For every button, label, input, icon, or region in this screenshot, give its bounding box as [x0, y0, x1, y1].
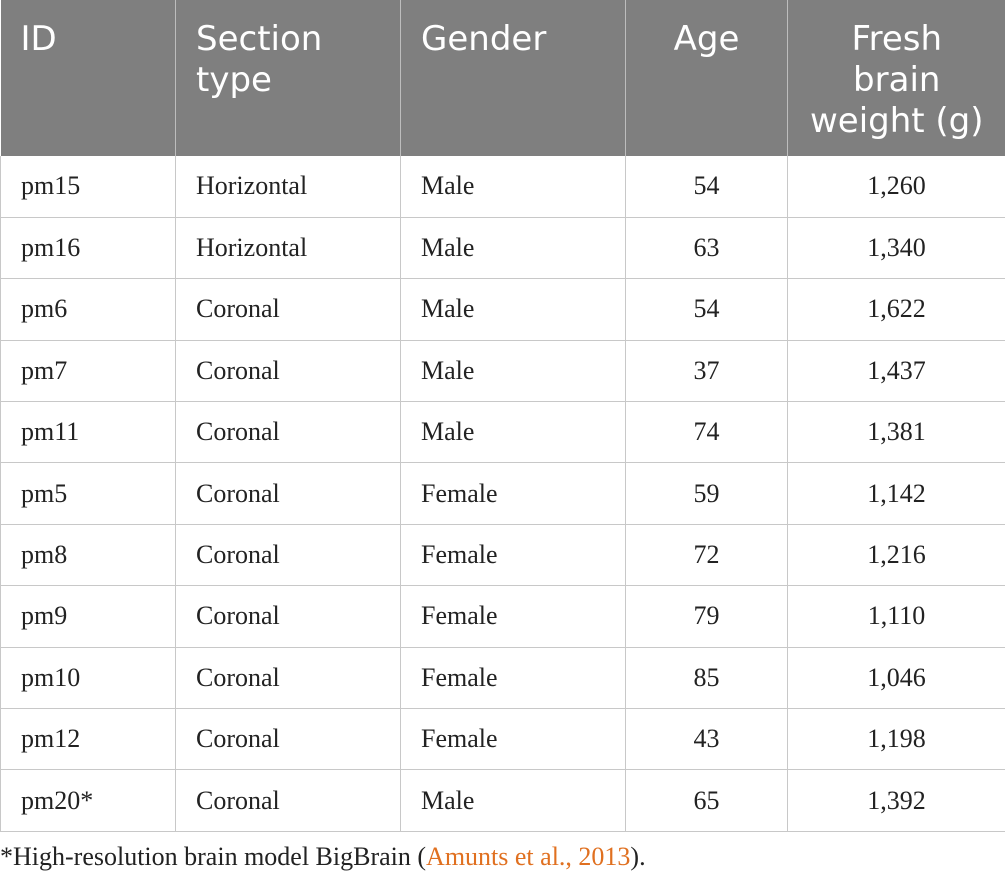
cell-id: pm8: [1, 524, 176, 585]
cell-gender: Female: [401, 709, 626, 770]
cell-section-type: Coronal: [176, 463, 401, 524]
cell-weight: 1,046: [788, 647, 1005, 708]
cell-id: pm20*: [1, 770, 176, 831]
cell-weight: 1,437: [788, 340, 1005, 401]
cell-gender: Male: [401, 279, 626, 340]
cell-age: 37: [626, 340, 788, 401]
cell-gender: Female: [401, 524, 626, 585]
cell-section-type: Coronal: [176, 402, 401, 463]
cell-weight: 1,622: [788, 279, 1005, 340]
header-gender: Gender: [401, 0, 626, 156]
cell-weight: 1,381: [788, 402, 1005, 463]
cell-id: pm15: [1, 156, 176, 217]
cell-section-type: Coronal: [176, 586, 401, 647]
cell-id: pm5: [1, 463, 176, 524]
table-row: [1, 156, 1005, 217]
cell-age: 54: [626, 279, 788, 340]
cell-weight: 1,198: [788, 709, 1005, 770]
cell-section-type: Coronal: [176, 709, 401, 770]
cell-gender: Male: [401, 156, 626, 217]
cell-gender: Female: [401, 647, 626, 708]
cell-weight: 1,142: [788, 463, 1005, 524]
cell-id: pm9: [1, 586, 176, 647]
table-body: [1, 156, 1005, 831]
cell-age: 72: [626, 524, 788, 585]
cell-age: 43: [626, 709, 788, 770]
table-row: [1, 709, 1005, 770]
table-footnote: [0, 842, 646, 872]
cell-weight: 1,110: [788, 586, 1005, 647]
header-section-type: Section type: [176, 0, 401, 156]
footnote-text: *High-resolution brain model BigBrain (: [0, 842, 427, 871]
cell-age: 63: [626, 217, 788, 278]
cell-age: 54: [626, 156, 788, 217]
cell-section-type: Coronal: [176, 279, 401, 340]
cell-gender: Male: [401, 402, 626, 463]
footnote-reference-link[interactable]: Amunts et al., 2013: [426, 842, 631, 871]
cell-age: 74: [626, 402, 788, 463]
header-age: Age: [626, 0, 788, 156]
table-row: [1, 647, 1005, 708]
cell-id: pm7: [1, 340, 176, 401]
cell-weight: 1,340: [788, 217, 1005, 278]
footnote-text-end: ).: [630, 842, 646, 871]
table-row: [1, 770, 1005, 831]
cell-section-type: Horizontal: [176, 156, 401, 217]
cell-age: 79: [626, 586, 788, 647]
cell-section-type: Coronal: [176, 340, 401, 401]
cell-section-type: Coronal: [176, 647, 401, 708]
table-row: [1, 463, 1005, 524]
cell-section-type: Coronal: [176, 524, 401, 585]
cell-section-type: Horizontal: [176, 217, 401, 278]
cell-weight: 1,392: [788, 770, 1005, 831]
table-row: [1, 402, 1005, 463]
cell-id: pm16: [1, 217, 176, 278]
cell-section-type: Coronal: [176, 770, 401, 831]
cell-age: 85: [626, 647, 788, 708]
cell-gender: Male: [401, 770, 626, 831]
cell-gender: Male: [401, 217, 626, 278]
cell-age: 59: [626, 463, 788, 524]
table-row: [1, 524, 1005, 585]
cell-gender: Female: [401, 586, 626, 647]
table-row: [1, 586, 1005, 647]
cell-id: pm6: [1, 279, 176, 340]
table-row: [1, 217, 1005, 278]
cell-weight: 1,260: [788, 156, 1005, 217]
table-header: [1, 0, 1005, 156]
header-id: ID: [1, 0, 176, 156]
cell-id: pm10: [1, 647, 176, 708]
header-row: [1, 0, 1005, 156]
table-row: [1, 279, 1005, 340]
cell-gender: Male: [401, 340, 626, 401]
header-fresh-brain-weight: Fresh brain weight (g): [788, 0, 1005, 156]
cell-age: 65: [626, 770, 788, 831]
cell-id: pm12: [1, 709, 176, 770]
cell-weight: 1,216: [788, 524, 1005, 585]
cell-gender: Female: [401, 463, 626, 524]
table-row: [1, 340, 1005, 401]
cell-id: pm11: [1, 402, 176, 463]
